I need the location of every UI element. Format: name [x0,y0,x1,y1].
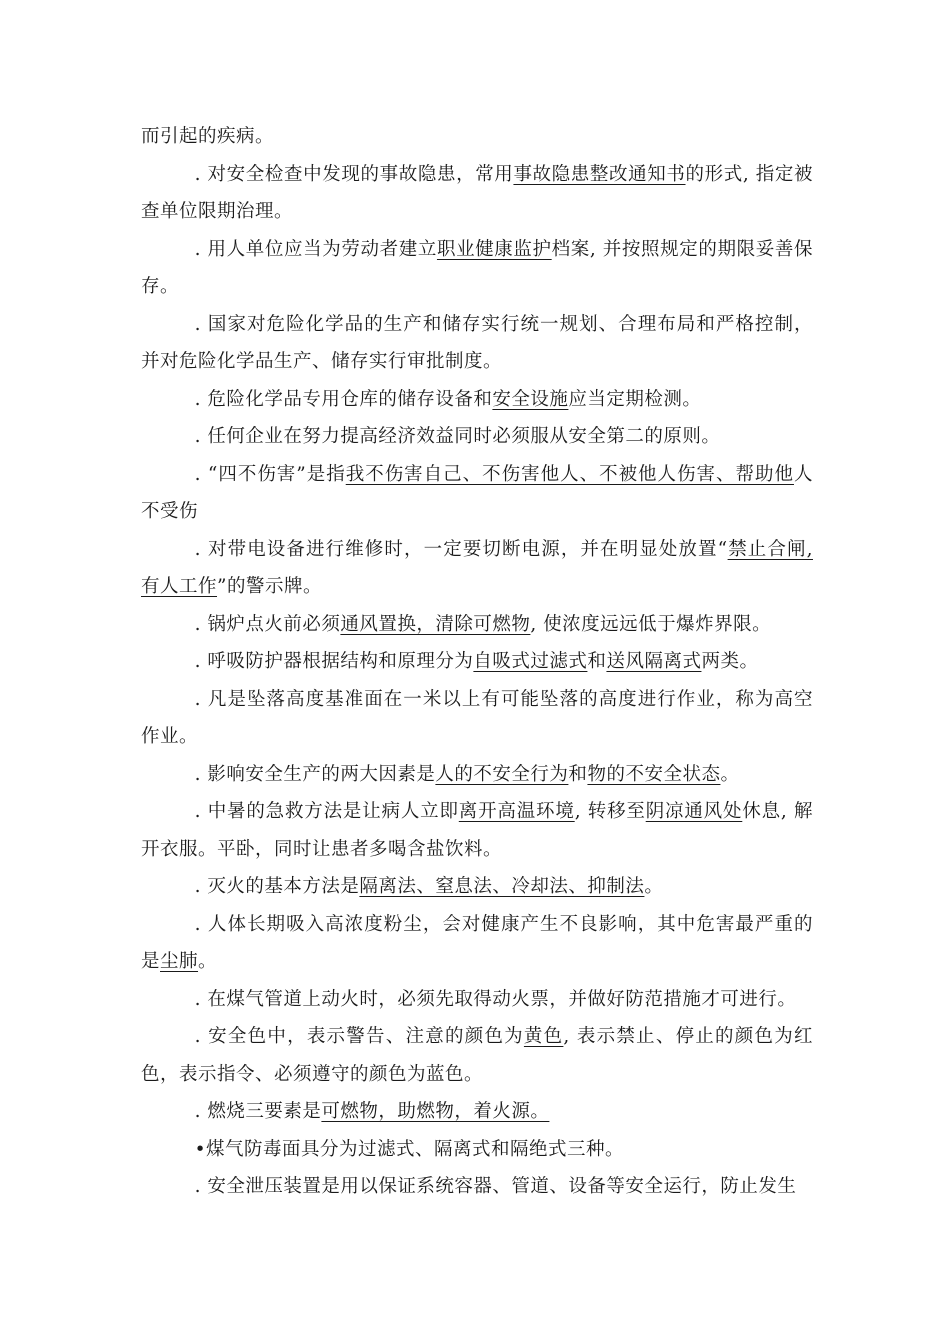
underlined-answer: 离开高温环境 [458,801,575,822]
text-run: 和 [568,763,588,785]
text-run: , 表示禁止、停止的颜色为红色，表示指令、必须遵守的颜色为蓝色。 [141,1026,813,1085]
text-run: . 灭火的基本方法是 [194,876,360,897]
paragraph [141,756,813,794]
text-run: . 安全色中，表示警告、注意的颜色为 [194,1026,524,1047]
text-run: . 安全泄压装置是用以保证系统容器、管道、设备等安全运行，防止发生 [194,1176,797,1197]
text-run: . 凡是坠落高度基准面在一米以上有可能坠落的高度进行作业，称为高空作业。 [141,688,813,747]
text-run: 。 [644,876,664,897]
text-run: . 任何企业在努力提高经济效益同时必须服从安全第二的原则。 [194,426,721,447]
text-run: . 危险化学品专用仓库的储存设备和 [194,388,493,410]
paragraph [141,981,813,1019]
text-run: . 在煤气管道上动火时，必须先取得动火票，并做好防范措施才可进行。 [194,988,797,1010]
text-run: 休息, 解开衣服。平卧，同时让患者多喝含盐饮料。 [141,801,813,860]
text-run: 的形式, 指定被查单位限期治理。 [141,163,813,222]
underlined-answer: 隔离法、窒息法、冷却法、抑制法 [359,876,645,897]
text-run: . 呼吸防护器根据结构和原理分为 [194,651,474,672]
paragraph [141,906,813,981]
paragraph [141,231,813,306]
paragraph [141,606,813,644]
text-run: . “四不伤害”是指 [194,463,346,485]
text-run: . 中暑的急救方法是让病人立即 [194,801,459,822]
paragraph [141,1168,813,1206]
paragraph [141,1093,813,1131]
text-run: 。 [198,951,218,972]
text-run: ”的警示牌。 [217,576,322,597]
text-run: . 影响安全生产的两大因素是 [194,763,436,785]
paragraph [141,868,813,906]
paragraph [141,156,813,231]
text-run: . 用人单位应当为劳动者建立 [194,238,437,260]
underlined-answer: 可燃物，助燃物，着火源。 [321,1101,550,1122]
underlined-answer: 人的不安全行为 [435,763,569,785]
text-run: 人不受伤 [141,463,813,522]
paragraph [141,531,813,606]
text-run: 两类。 [701,651,759,672]
paragraph [141,418,813,456]
paragraph [141,381,813,419]
text-run: 。 [720,763,740,785]
underlined-answer: 我不伤害自己、不伤害他人、不被他人伤害、帮助他 [345,463,794,485]
underlined-answer: 物的不安全状态 [587,763,721,785]
underlined-answer: 自吸式过滤式 [473,651,588,672]
text-run: 应当定期检测。 [568,388,702,410]
paragraph [141,681,813,756]
underlined-answer: 阴凉通风处 [645,801,743,822]
underlined-answer: 送风隔离式 [606,651,702,672]
text-run: •煤气防毒面具分为过滤式、隔离式和隔绝式三种。 [194,1138,625,1160]
paragraph [141,793,813,868]
text-run: 而引起的疾病。 [141,126,275,147]
paragraph [141,643,813,681]
underlined-answer: 通风置换，清除可燃物 [340,613,531,635]
text-run: . 锅炉点火前必须 [194,613,341,635]
paragraph [141,118,813,156]
text-run: . 国家对危险化学品的生产和储存实行统一规划、合理布局和严格控制，并对危险化学品生产、储存实行审批制度。 [141,313,813,372]
text-run: 档案, 并按照规定的期限妥善保存。 [141,238,813,297]
text-run: , 使浓度远远低于爆炸界限。 [530,613,772,635]
text-run: , 转移至 [574,801,646,822]
underlined-answer: 尘肺 [160,951,199,972]
paragraph [141,1131,813,1169]
paragraph [141,1018,813,1093]
text-run: . 燃烧三要素是 [194,1101,322,1122]
underlined-answer: 事故隐患整改通知书 [513,163,686,185]
underlined-answer: 职业健康监护 [436,238,552,260]
text-run: 和 [587,651,607,672]
paragraph [141,456,813,531]
underlined-answer: 黄色 [523,1026,564,1047]
document-body [141,118,813,1206]
text-run: . 对安全检查中发现的事故隐患，常用 [194,163,514,185]
text-run: . 人体长期吸入高浓度粉尘，会对健康产生不良影响，其中危害最严重的是 [141,913,813,972]
paragraph [141,306,813,381]
underlined-answer: 安全设施 [492,388,569,410]
underlined-answer: 禁止合闸, 有人工作 [141,538,813,597]
text-run: . 对带电设备进行维修时，一定要切断电源，并在明显处放置“ [194,538,728,560]
